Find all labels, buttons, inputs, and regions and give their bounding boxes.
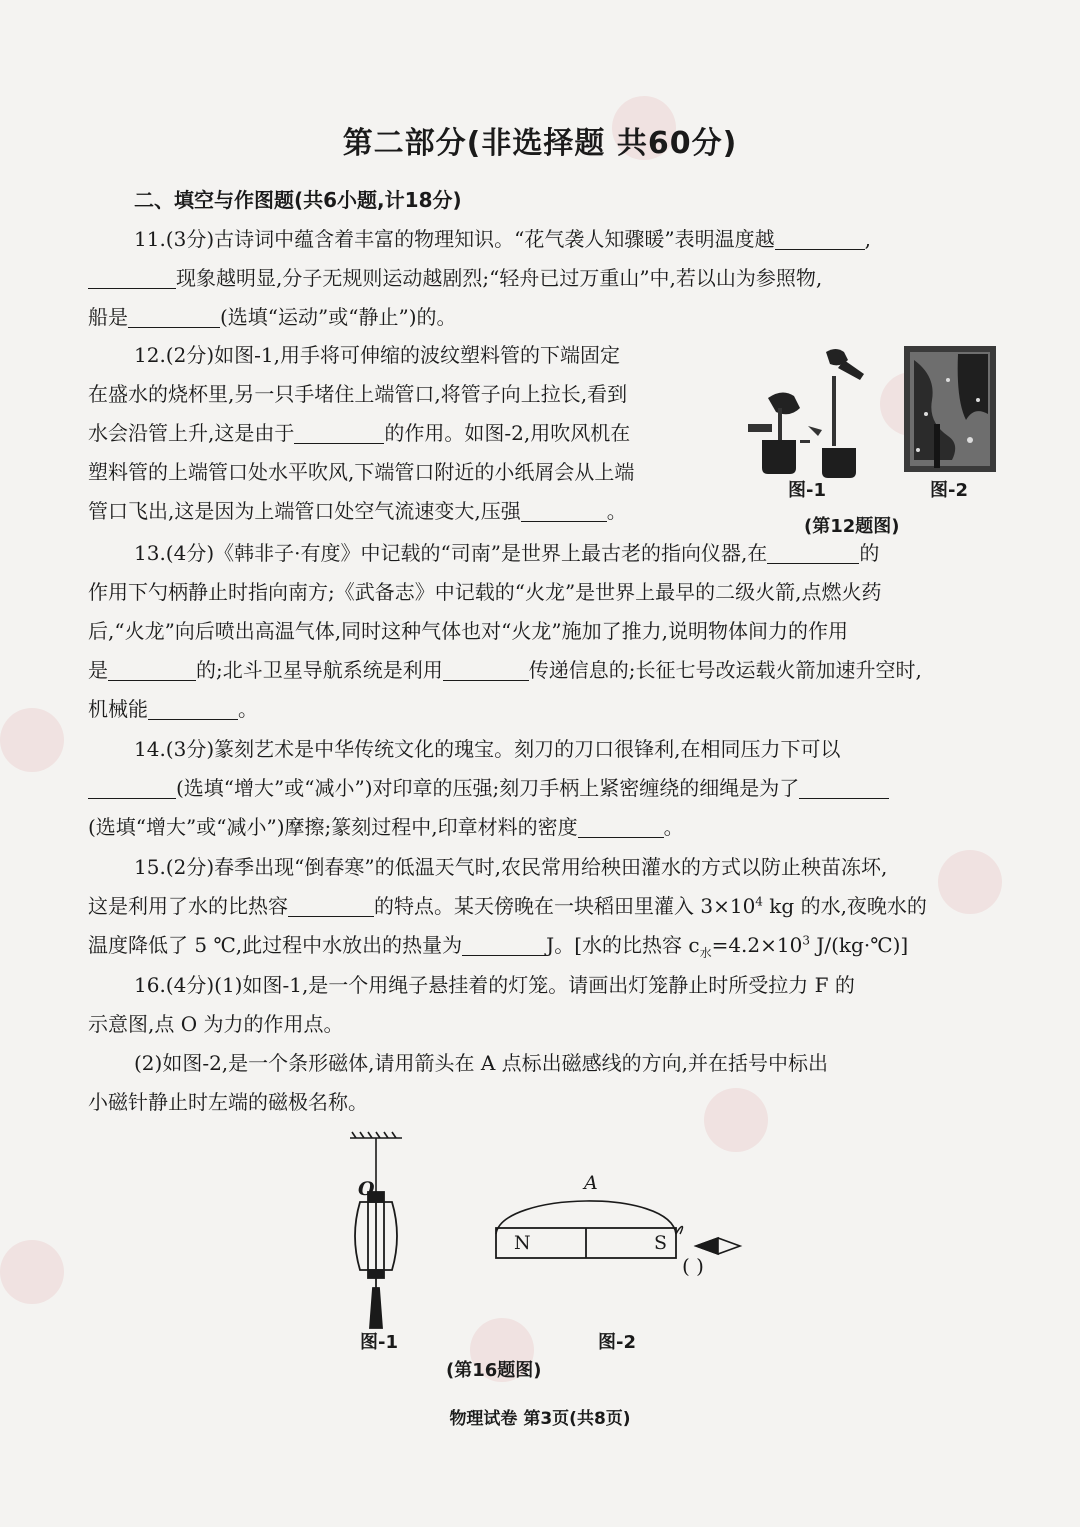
q11-comma: , [864,227,871,251]
figure-16-caption: (第16题图) [446,1360,542,1381]
answer-blank[interactable] [128,305,220,328]
watermark-seal [0,1240,64,1304]
q13-line4a: 是 [88,658,108,682]
question-12 [88,336,634,531]
q12-line5a: 管口飞出,这是因为上端管口处空气流速变大,压强 [88,499,521,523]
figure-16-1-label: 图-1 [360,1332,398,1353]
question-14 [88,730,889,847]
answer-blank[interactable] [88,266,176,289]
page-footer: 物理试卷 第3页(共8页) [449,1409,631,1429]
q13-line4b: 的;北斗卫星导航系统是利用 [196,658,443,682]
answer-blank[interactable] [294,421,384,444]
q15-exponent-3: 3 [802,933,810,948]
q13-line4c: 传递信息的;长征七号改运载火箭加速升空时, [528,658,922,682]
q11-line3b: (选填“运动”或“静止”)的。 [220,305,457,329]
answer-blank[interactable] [578,815,664,838]
answer-blank[interactable] [443,658,529,681]
q14-line1: 14.(3分)篆刻艺术是中华传统文化的瑰宝。刻刀的刀口很锋利,在相同压力下可以 [134,737,841,761]
q15-line3d: J/(kg·℃)] [810,933,909,957]
q16-line2: 示意图,点 O 为力的作用点。 [88,1012,344,1036]
lantern [355,1192,397,1328]
figure-12-1-illustration [748,349,864,478]
q15-line3a: 温度降低了 5 ℃,此过程中水放出的热量为 [88,933,463,957]
q13-line5b: 。 [238,697,258,721]
point-a-label: A [584,1172,598,1194]
q12-line1: 12.(2分)如图-1,用手将可伸缩的波纹塑料管的下端固定 [134,343,620,367]
q12-line3b: 的作用。如图-2,用吹风机在 [384,421,631,445]
q14-line3a: (选填“增大”或“减小”)摩擦;篆刻过程中,印章材料的密度 [88,815,578,839]
q12-line4: 塑料管的上端管口处水平吹风,下端管口附近的小纸屑会从上端 [88,460,635,484]
ceiling-support [350,1132,402,1138]
answer-blank[interactable] [108,658,196,681]
q14-line2a: (选填“增大”或“减小”)对印章的压强;刻刀手柄上紧密缠绕的细绳是为了 [176,776,800,800]
figure-12-photos [738,340,1000,490]
q13-line3: 后,“火龙”向后喷出高温气体,同时这种气体也对“火龙”施加了推力,说明物体间力的作用 [88,619,848,643]
question-13 [88,534,922,729]
q14-line3b: 。 [663,815,684,839]
answer-blank[interactable] [767,541,859,564]
figure-12-2-photo [904,346,996,472]
q13-line5a: 机械能 [88,697,148,721]
compass-needle [696,1238,740,1254]
point-o-label: O [358,1178,375,1200]
answer-blank[interactable] [288,894,374,917]
q13-line1b: 的 [859,541,880,565]
q15-subscript-water: 水 [699,946,712,960]
figure-12-1-label: 图-1 [788,480,826,501]
q15-line3b: J。[水的比热容 c [546,933,700,957]
answer-blank[interactable] [88,776,176,799]
q12-line5b: 。 [606,499,627,523]
answer-blank[interactable] [799,776,889,799]
magnet-s-label: S [654,1232,668,1254]
watermark-seal [0,708,64,772]
q11-line2: 现象越明显,分子无规则运动越剧烈;“轻舟已过万重山”中,若以山为参照物, [176,266,823,290]
figure-16 [330,1130,750,1390]
q15-line1: 15.(2分)春季出现“倒春寒”的低温天气时,农民常用给秧田灌水的方式以防止秧苗冻坏, [134,855,888,879]
q16-line3: (2)如图-2,是一个条形磁体,请用箭头在 A 点标出磁感线的方向,并在括号中标出 [134,1051,829,1075]
figure-12 [738,340,1000,540]
answer-blank[interactable] [521,499,607,522]
section-heading: 二、填空与作图题(共6小题,计18分) [134,188,462,212]
question-15 [88,848,927,965]
q11-line1: 11.(3分)古诗词中蕴含着丰富的物理知识。“花气袭人知骤暖”表明温度越 [134,227,775,251]
page-title: 第二部分(非选择题 共60分) [342,126,738,161]
q15-line3c: =4.2×10 [711,933,803,957]
answer-blank[interactable] [462,933,546,956]
watermark-seal [938,850,1002,914]
figure-16-drawing [330,1130,750,1340]
q13-line1a: 13.(4分)《韩非子·有度》中记载的“司南”是世界上最古老的指向仪器,在 [134,541,768,565]
question-16 [88,966,855,1122]
q15-line2a: 这是利用了水的比热容 [88,894,288,918]
q12-line2: 在盛水的烧杯里,另一只手堵住上端管口,将管子向上拉长,看到 [88,382,628,406]
q16-line4: 小磁针静止时左端的磁极名称。 [88,1090,368,1114]
figure-12-2-label: 图-2 [930,480,968,501]
q12-line3a: 水会沿管上升,这是由于 [88,421,295,445]
answer-blank[interactable] [775,227,865,250]
q13-line2: 作用下勺柄静止时指向南方;《武备志》中记载的“火龙”是世界上最早的二级火箭,点燃火药 [88,580,882,604]
q11-line3a: 船是 [88,305,128,329]
question-11 [88,220,871,337]
q16-line1: 16.(4分)(1)如图-1,是一个用绳子悬挂着的灯笼。请画出灯笼静止时所受拉力 F 的 [134,973,855,997]
q15-line2b: 的特点。某天傍晚在一块稻田里灌入 3×10 [374,894,756,918]
answer-bracket[interactable]: ( ) [682,1254,704,1278]
q15-line2c: kg 的水,夜晚水的 [762,894,927,918]
magnet-n-label: N [514,1232,531,1254]
q15-exponent-4: 4 [755,894,763,909]
figure-12-caption: (第12题图) [804,516,900,537]
figure-16-2-label: 图-2 [598,1332,636,1353]
answer-blank[interactable] [148,697,238,720]
